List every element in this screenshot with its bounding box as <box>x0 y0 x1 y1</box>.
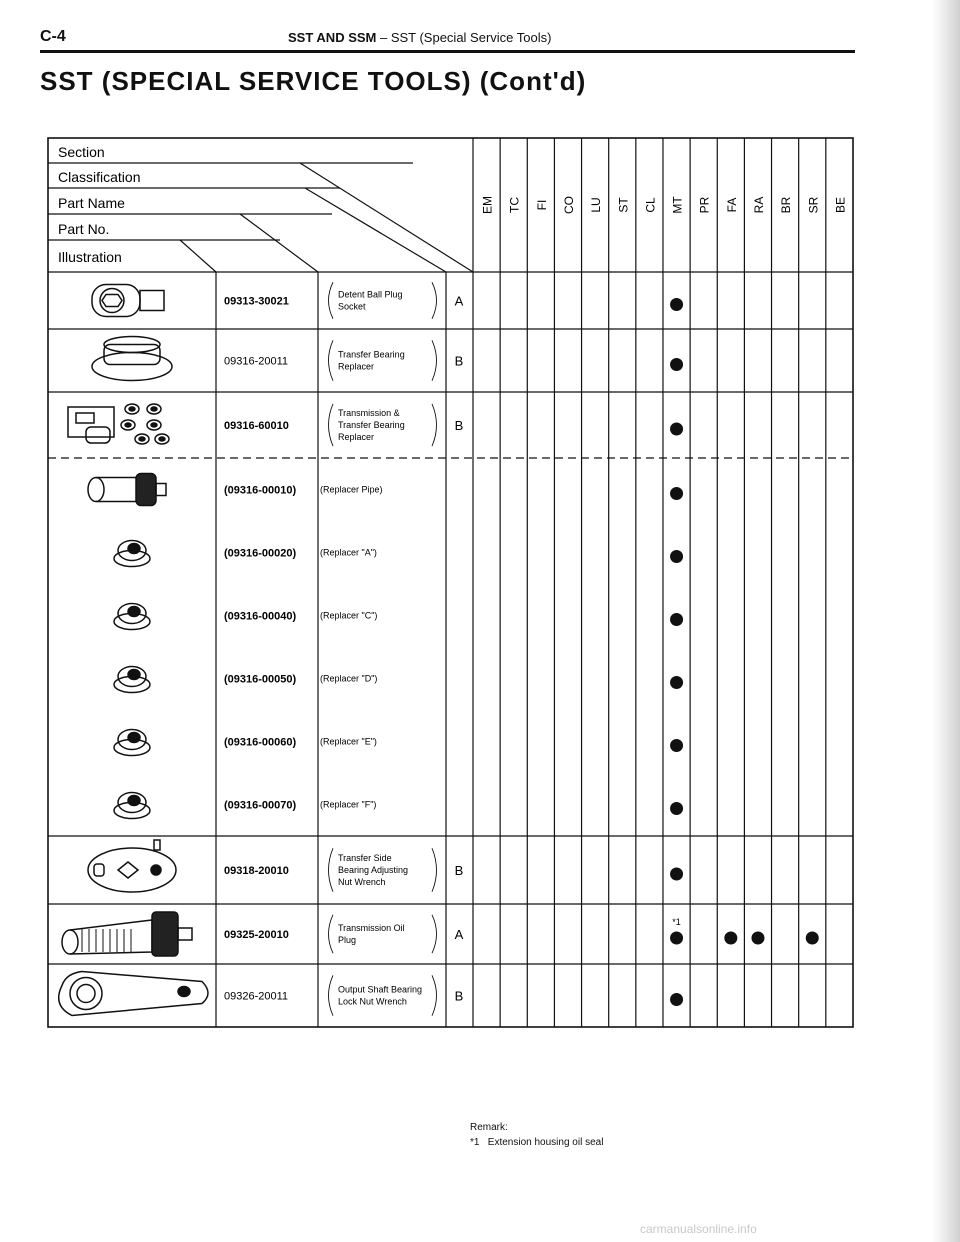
remark-label: Remark: <box>470 1122 508 1133</box>
bracket-right <box>432 404 437 446</box>
table-row <box>114 730 683 756</box>
bracket-left <box>329 340 334 380</box>
section-label: FA <box>724 197 739 213</box>
section-label: FI <box>534 199 549 211</box>
classification-letter: B <box>454 988 464 1004</box>
section-label: MT <box>670 196 685 214</box>
applicable-mark <box>670 993 683 1006</box>
classification-letter: A <box>454 927 464 942</box>
replacer-a-icon <box>114 541 150 567</box>
oil-plug-icon <box>62 912 192 956</box>
part-number: 09316-20011 <box>224 355 289 368</box>
header-label: Part Name <box>58 195 125 211</box>
part-name-line: Transfer Bearing <box>338 349 405 360</box>
applicable-mark <box>670 739 683 752</box>
replacer-e-icon <box>114 730 150 756</box>
section-label: BE <box>833 196 848 214</box>
part-number: 09325-20010 <box>224 929 289 941</box>
running-title-rest: – SST (Special Service Tools) <box>376 30 552 45</box>
page-number: C-4 <box>40 28 66 45</box>
part-name-line: Replacer <box>338 361 375 372</box>
classification-letter: B <box>454 418 464 433</box>
applicable-mark <box>751 932 764 945</box>
classification-letter: B <box>454 863 464 878</box>
applicable-mark <box>670 802 683 815</box>
section-label: ST <box>616 197 631 213</box>
part-name-line: (Replacer "E") <box>320 736 377 747</box>
remark-note <box>470 1135 603 1150</box>
bracket-right <box>432 282 437 318</box>
header-label: Part No. <box>58 221 110 237</box>
table-grid <box>48 138 853 1027</box>
replacer-icon <box>92 337 172 381</box>
bracket-right <box>432 848 437 892</box>
applicable-mark <box>670 358 683 371</box>
watermark: carmanualsonline.info <box>640 1222 757 1236</box>
section-label: PR <box>697 196 712 214</box>
part-name-line: (Replacer "F") <box>320 799 377 810</box>
part-name-line: Bearing Adjusting <box>338 865 409 875</box>
bracket-left <box>329 975 334 1015</box>
part-name-line: (Replacer Pipe) <box>320 484 383 495</box>
applicable-mark <box>670 550 683 563</box>
replacer-d-icon <box>114 667 150 693</box>
header-label: Section <box>58 144 105 160</box>
part-name-line: (Replacer "D") <box>320 673 378 684</box>
table-row <box>92 282 683 318</box>
applicable-mark <box>670 423 683 436</box>
applicable-mark <box>806 932 819 945</box>
applicable-mark <box>670 676 683 689</box>
part-number: (09316-00060) <box>224 736 297 749</box>
tool-set-icon <box>68 404 169 444</box>
header-diagonal-classification <box>300 163 473 272</box>
table-row <box>88 474 683 506</box>
applicable-mark <box>670 932 683 945</box>
part-number: (09316-00050) <box>224 673 297 686</box>
table-row <box>62 912 819 956</box>
part-number: (09316-00010) <box>224 484 297 497</box>
classification-letter: B <box>454 353 464 369</box>
mark-note: *1 <box>672 917 681 927</box>
part-name-line: Replacer <box>338 432 375 442</box>
running-title-bold: SST AND SSM <box>288 30 377 45</box>
table-row <box>114 541 683 567</box>
applicable-mark <box>670 613 683 626</box>
section-label: RA <box>751 196 766 214</box>
part-number: 09326-20011 <box>224 990 289 1003</box>
remark <box>470 1120 603 1150</box>
part-name-line: Transfer Bearing <box>338 420 405 430</box>
part-name-line: Transmission Oil <box>338 923 405 933</box>
section-label: SR <box>806 196 821 214</box>
bracket-left <box>329 915 334 953</box>
section-label: BR <box>779 196 794 214</box>
applicable-mark <box>670 487 683 500</box>
part-name-line: (Replacer "C") <box>320 610 378 621</box>
classification-letter: A <box>454 293 464 309</box>
part-name-line: Socket <box>338 301 366 312</box>
bracket-right <box>432 975 437 1015</box>
bracket-right <box>432 915 437 953</box>
bracket-left <box>329 848 334 892</box>
part-number: 09316-60010 <box>224 420 289 432</box>
page-title: SST (SPECIAL SERVICE TOOLS) (Cont'd) <box>40 66 587 96</box>
header-label: Classification <box>58 169 141 185</box>
part-number: (09316-00040) <box>224 610 297 623</box>
part-name-line: Lock Nut Wrench <box>338 996 407 1007</box>
lock-nut-wrench-icon <box>59 972 208 1016</box>
remark-note-key: *1 <box>470 1137 480 1148</box>
replacer-f-icon <box>114 793 150 819</box>
section-label: TC <box>507 197 522 213</box>
applicable-mark <box>670 868 683 881</box>
applicable-mark <box>724 932 737 945</box>
section-label: CL <box>643 197 658 213</box>
part-number: (09316-00070) <box>224 799 297 812</box>
socket-icon <box>92 285 164 317</box>
part-name-line: Transmission & <box>338 408 400 418</box>
section-label: EM <box>480 196 495 214</box>
bracket-right <box>432 340 437 380</box>
part-name-line: Plug <box>338 935 357 945</box>
table-row <box>114 793 683 819</box>
header-diagonal-part-no <box>240 214 318 272</box>
bracket-left <box>329 282 334 318</box>
table-row <box>114 667 683 693</box>
table-frame <box>48 138 853 1027</box>
part-number: 09313-30021 <box>224 295 289 308</box>
table-row <box>114 604 683 630</box>
header-diagonal-part-name <box>305 188 446 272</box>
part-name-line: (Replacer "A") <box>320 547 377 558</box>
remark-note-text: Extension housing oil seal <box>487 1137 604 1148</box>
part-name-line: Transfer Side <box>338 853 392 863</box>
header-diagonal-illustration <box>180 240 216 272</box>
part-number: 09318-20010 <box>224 865 289 877</box>
part-name-line: Detent Ball Plug <box>338 289 403 300</box>
pipe-icon <box>88 474 166 506</box>
header-label: Illustration <box>58 249 122 265</box>
wrench-icon <box>88 840 176 892</box>
replacer-c-icon <box>114 604 150 630</box>
part-name-line: Nut Wrench <box>338 877 386 887</box>
bracket-left <box>329 404 334 446</box>
applicable-mark <box>670 298 683 311</box>
section-label: CO <box>561 196 576 214</box>
part-number: (09316-00020) <box>224 547 297 560</box>
part-name-line: Output Shaft Bearing <box>338 984 423 995</box>
section-label: LU <box>589 197 604 213</box>
